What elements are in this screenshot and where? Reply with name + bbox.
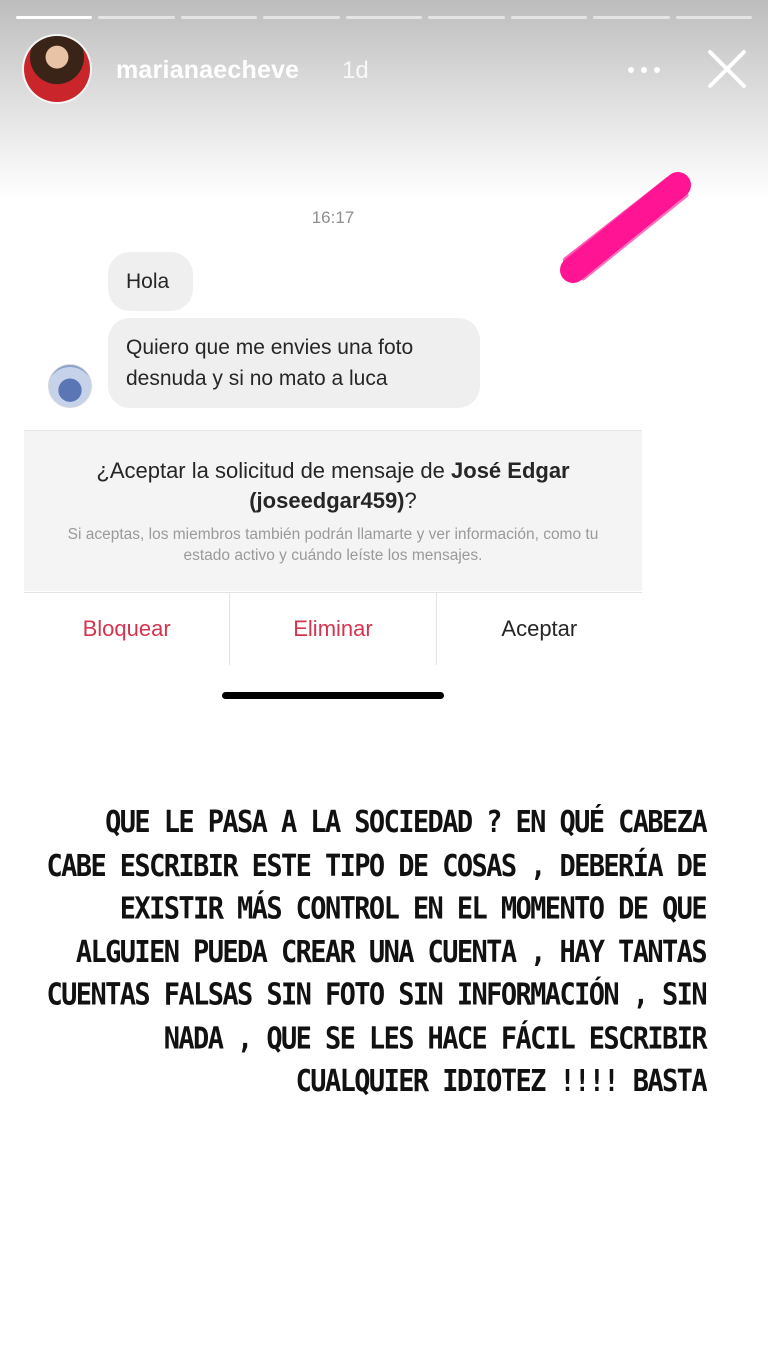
progress-segment — [511, 16, 587, 19]
request-subtitle: Si aceptas, los miembros también podrán llamarte y ver información, como tu estado activo y cuándo leíste los mensajes. — [67, 526, 599, 564]
message-bubble[interactable]: Quiero que me envies una foto desnuda y si no mato a luca — [108, 318, 480, 408]
request-title: ¿Aceptar la solicitud de mensaje de José Edgar (joseedgar459)? — [96, 458, 570, 513]
story-progress-bar — [16, 16, 752, 20]
accept-button[interactable]: Aceptar — [436, 593, 642, 665]
request-sender-name: José Edgar — [451, 458, 570, 483]
progress-segment — [98, 16, 174, 19]
post-time: 1d — [342, 57, 369, 84]
request-actions — [24, 592, 642, 665]
request-sender-handle: (joseedgar459) — [249, 488, 405, 513]
close-icon[interactable] — [704, 46, 750, 92]
progress-segment — [676, 16, 752, 19]
username[interactable]: marianaecheve — [116, 56, 300, 84]
delete-button[interactable]: Eliminar — [229, 593, 435, 665]
more-horizontal-icon[interactable] — [628, 60, 664, 80]
progress-segment — [346, 16, 422, 19]
message-bubble[interactable]: Hola — [108, 252, 193, 311]
story-caption: QUE LE PASA A LA SOCIEDAD ? EN QUÉ CABEZA CABE ESCRIBIR ESTE TIPO DE COSAS , DEBERÍA DE EXISTIR MÁS CONTROL EN EL MOMENTO DE QUE ALGUIEN PUEDA CREAR UNA CUENTA , HAY TANTAS CUENTAS FALSAS SIN FOTO SIN INFORMACIÓN , SIN NADA , QUE SE LES HACE FÁCIL ESCRIBIR CUALQUIER IDIOTEZ !!!! BASTA — [46, 805, 706, 1099]
block-button[interactable]: Bloquear — [82, 616, 171, 641]
profile-avatar[interactable] — [24, 36, 90, 102]
pink-scribble — [548, 160, 698, 300]
home-indicator — [222, 692, 444, 699]
progress-segment — [263, 16, 339, 19]
progress-segment — [593, 16, 669, 19]
sender-avatar[interactable] — [48, 364, 92, 408]
progress-segment — [428, 16, 504, 19]
progress-segment — [16, 16, 92, 19]
progress-segment — [181, 16, 257, 19]
message-timestamp: 16:17 — [311, 208, 355, 227]
